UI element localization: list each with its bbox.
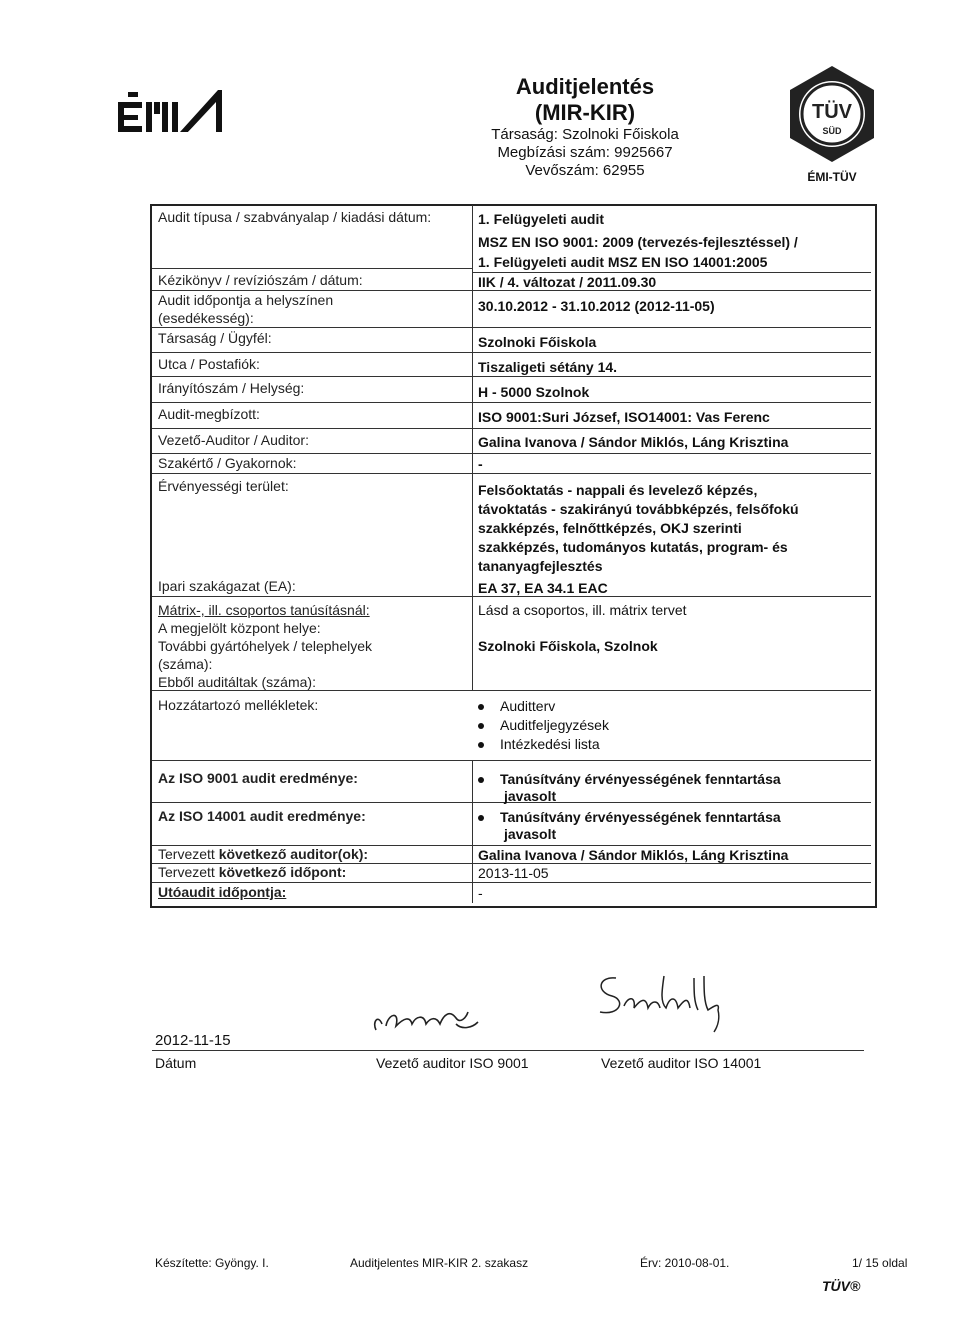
bullet-icon bbox=[478, 815, 484, 821]
signature-iso9001 bbox=[370, 1000, 490, 1049]
row-rule bbox=[152, 327, 871, 328]
attachment-item: Intézkedési lista bbox=[478, 735, 600, 754]
bullet-icon bbox=[478, 742, 484, 748]
row-rule bbox=[152, 428, 871, 429]
label-center: A megjelölt központ helye: bbox=[158, 620, 321, 636]
signature-date: 2012-11-15 bbox=[155, 1032, 231, 1049]
value-other-sites: Szolnoki Főiskola, Szolnok bbox=[478, 638, 658, 654]
value-scope-1: Felsőoktatás - nappali és levelező képzés, bbox=[478, 482, 758, 498]
row-rule bbox=[152, 882, 871, 883]
value-iso14001-result-2: javasolt bbox=[504, 826, 557, 842]
value-next-auditor: Galina Ivanova / Sándor Miklós, Láng Krisztina bbox=[478, 847, 789, 863]
signature-iso14001-label: Vezető auditor ISO 14001 bbox=[601, 1055, 762, 1071]
value-audit-type-3: 1. Felügyeleti audit MSZ EN ISO 14001:2005 bbox=[478, 254, 768, 270]
report-title: Auditjelentés bbox=[515, 74, 655, 99]
attachment-item: Auditfeljegyzések bbox=[478, 716, 609, 735]
label-lead-auditor: Vezető-Auditor / Auditor: bbox=[158, 432, 309, 448]
value-iso9001-result: Tanúsítvány érvényességének fenntartása bbox=[478, 770, 781, 789]
value-next-date: 2013-11-05 bbox=[478, 865, 549, 881]
label-city: Irányítószám / Helység: bbox=[158, 380, 305, 396]
value-audit-date: 30.10.2012 - 31.10.2012 (2012-11-05) bbox=[478, 298, 715, 314]
signature-date-label: Dátum bbox=[155, 1055, 197, 1071]
value-scope-4: szakképzés, tudományos kutatás, program- és bbox=[478, 539, 788, 555]
label-expert: Szakértő / Gyakornok: bbox=[158, 455, 297, 471]
label-street: Utca / Postafiók: bbox=[158, 356, 260, 372]
value-city: H - 5000 Szolnok bbox=[478, 384, 590, 400]
attachment-item: Auditterv bbox=[478, 697, 555, 716]
value-company: Szolnoki Főiskola bbox=[478, 334, 597, 350]
bullet-icon bbox=[478, 704, 484, 710]
row-rule bbox=[152, 268, 472, 269]
row-rule bbox=[152, 376, 871, 377]
column-divider bbox=[472, 205, 473, 690]
value-audit-commissioned: ISO 9001:Suri József, ISO14001: Vas Ferenc bbox=[478, 409, 770, 425]
footer-page: 1/ 15 oldal bbox=[852, 1256, 908, 1270]
row-rule bbox=[152, 596, 871, 597]
value-matrix: Lásd a csoportos, ill. mátrix tervet bbox=[478, 602, 687, 618]
value-industry: EA 37, EA 34.1 EAC bbox=[478, 580, 608, 596]
bullet-icon bbox=[478, 723, 484, 729]
signature-line bbox=[152, 1050, 864, 1051]
svg-text:SÜD: SÜD bbox=[822, 126, 842, 136]
label-manual: Kézikönyv / revíziószám / dátum: bbox=[158, 272, 363, 288]
row-rule bbox=[472, 272, 871, 273]
signature-iso14001 bbox=[590, 966, 740, 1041]
label-iso14001-result: Az ISO 14001 audit eredménye: bbox=[158, 808, 366, 824]
footer-prepared-by: Készítette: Gyöngy. I. bbox=[155, 1256, 269, 1270]
tuv-caption: ÉMI-TÜV bbox=[807, 170, 857, 184]
label-company: Társaság / Ügyfél: bbox=[158, 330, 272, 346]
value-expert: - bbox=[478, 456, 483, 472]
value-scope-5: tananyagfejlesztés bbox=[478, 558, 603, 574]
value-audit-type-2: MSZ EN ISO 9001: 2009 (tervezés-fejlesztéssel) / bbox=[478, 234, 798, 250]
customer-number: Vevőszám: 62955 bbox=[525, 162, 645, 179]
value-iso9001-result-2: javasolt bbox=[504, 788, 557, 804]
label-attachments: Hozzátartozó mellékletek: bbox=[158, 697, 319, 713]
order-number: Megbízási szám: 9925667 bbox=[497, 144, 673, 161]
value-audit-type-1: 1. Felügyeleti audit bbox=[478, 211, 605, 227]
label-audit-date: Audit időpontja a helyszínen bbox=[158, 292, 334, 308]
footer-tuv-mark: TÜV® bbox=[822, 1278, 861, 1294]
label-audit-type: Audit típusa / szabványalap / kiadási dátum: bbox=[158, 209, 432, 225]
row-rule bbox=[152, 402, 871, 403]
value-street: Tiszaligeti sétány 14. bbox=[478, 359, 618, 375]
svg-text:TÜV: TÜV bbox=[812, 101, 852, 123]
label-sites-count: (száma): bbox=[158, 656, 213, 672]
label-industry: Ipari szakágazat (EA): bbox=[158, 578, 296, 594]
company-line: Társaság: Szolnoki Főiskola bbox=[491, 126, 679, 143]
footer-doc-name: Auditjelentes MIR-KIR 2. szakasz bbox=[350, 1256, 529, 1270]
row-rule bbox=[152, 290, 871, 291]
label-due: (esedékesség): bbox=[158, 310, 254, 326]
row-rule bbox=[152, 760, 871, 761]
row-rule bbox=[152, 352, 871, 353]
report-subtitle: (MIR-KIR) bbox=[534, 100, 636, 125]
value-scope-2: távoktatás - szakirányú továbbképzés, felsőfokú bbox=[478, 501, 799, 517]
label-matrix: Mátrix-, ill. csoportos tanúsításnál: bbox=[158, 602, 370, 618]
label-iso9001-result: Az ISO 9001 audit eredménye: bbox=[158, 770, 358, 786]
row-rule bbox=[152, 473, 871, 474]
row-rule bbox=[152, 453, 871, 454]
value-lead-auditor: Galina Ivanova / Sándor Miklós, Láng Krisztina bbox=[478, 434, 789, 450]
value-scope-3: szakképzés, felnőttképzés, OKJ szerinti bbox=[478, 520, 742, 536]
emi-logo bbox=[118, 88, 258, 138]
tuv-sud-logo bbox=[784, 64, 880, 174]
value-iso14001-result: Tanúsítvány érvényességének fenntartása bbox=[478, 808, 781, 827]
label-audit-commissioned: Audit-megbízott: bbox=[158, 406, 260, 422]
signature-iso9001-label: Vezető auditor ISO 9001 bbox=[376, 1055, 529, 1071]
label-other-sites: További gyártóhelyek / telephelyek bbox=[158, 638, 373, 654]
bullet-icon bbox=[478, 777, 484, 783]
value-manual: IIK / 4. változat / 2011.09.30 bbox=[478, 274, 657, 290]
label-scope: Érvényességi terület: bbox=[158, 478, 289, 494]
label-audited-count: Ebből auditáltak (száma): bbox=[158, 674, 316, 690]
value-followup: - bbox=[478, 885, 483, 901]
label-next-date: Tervezett következő időpont: bbox=[158, 864, 347, 880]
label-next-auditor: Tervezett következő auditor(ok): bbox=[158, 846, 369, 862]
footer-valid: Érv: 2010-08-01. bbox=[640, 1256, 730, 1270]
label-followup: Utóaudit időpontja: bbox=[158, 884, 287, 900]
